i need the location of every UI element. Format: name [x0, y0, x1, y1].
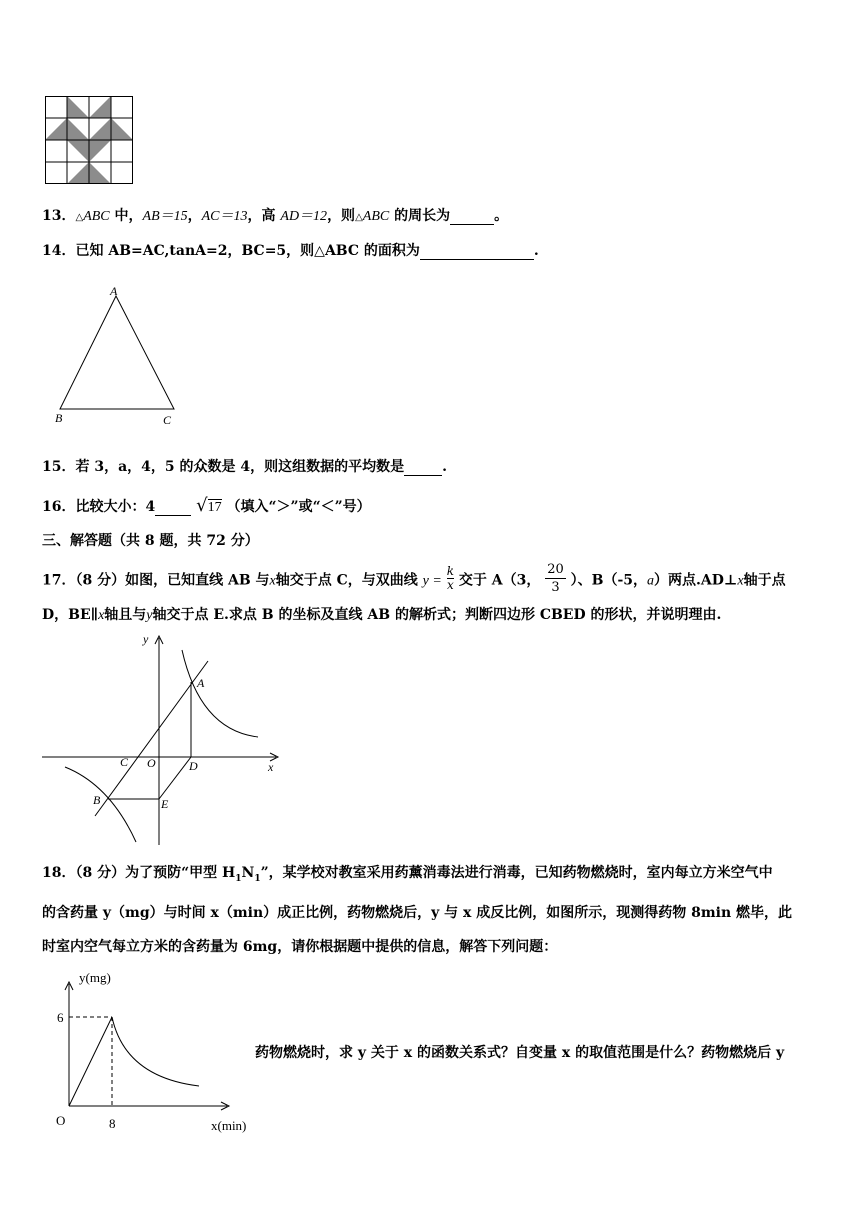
hyperbola-branch-1	[182, 650, 258, 737]
question-18-line-1: 18．（8 分）为了预防“甲型 $H_1N_1$”，某学校对教室采用药薰消毒法进行消毒，已知药物燃烧时，室内每立方米空气中	[42, 865, 773, 884]
y-axis-label: y(mg)	[79, 970, 111, 985]
sqrt-17: √17	[196, 495, 222, 516]
label-D: D	[189, 759, 198, 773]
question-14: 14．已知 AB=AC,tanA=2，BC=5，则△ABC 的面积为 .	[42, 243, 539, 259]
hyperbola-line-figure	[40, 630, 290, 850]
fraction-20-over-3: $\frac{20}{3}$	[547, 562, 564, 595]
concentration-graph	[45, 962, 265, 1137]
section-3-heading: 三、解答题（共 8 题，共 72 分）	[42, 533, 259, 549]
triangle-abc	[60, 296, 174, 409]
question-13: 13．△ABC 中，AB＝15，AC＝13，高 AD＝12，则△ABC 的周长为 。	[42, 208, 509, 224]
question-18-line-3: 时室内空气每立方米的含药量为 6mg，请你根据题中提供的信息，解答下列问题：	[42, 938, 558, 955]
question-15: 15．若 3，a，4，5 的众数是 4，则这组数据的平均数是 .	[42, 459, 448, 475]
question-16: 16．比较大小：4 √17 （填入“＞”或“＜”号）	[42, 495, 371, 516]
label-O: O	[147, 756, 156, 770]
label-B: B	[93, 793, 101, 807]
vertex-b-label: B	[55, 411, 63, 425]
label-E: E	[161, 797, 169, 811]
label-A: A	[197, 676, 205, 690]
question-18-side-text: 药物燃烧时，求 y 关于 x 的函数关系式？自变量 x 的取值范围是什么？药物燃烧后 y	[255, 1045, 785, 1061]
x-axis-label: x(min)	[211, 1118, 247, 1133]
label-x: x	[268, 760, 274, 774]
tick-6: 6	[57, 1010, 64, 1025]
origin-label: O	[56, 1113, 66, 1128]
fraction-k-over-x: $\frac{k}{x}$	[446, 564, 454, 592]
question-17-line-2: D，BE∥x轴且与y轴交于点 E.求点 B 的坐标及直线 AB 的解析式；判断四边形 CBED 的形状，并说明理由.	[42, 607, 722, 623]
hyperbola-branch-2	[65, 767, 136, 842]
inverse-curve	[112, 1017, 199, 1086]
label-C: C	[120, 755, 129, 769]
grid-pattern-figure	[45, 96, 133, 184]
linear-segment	[69, 1017, 112, 1106]
triangle-abc-figure	[50, 282, 190, 427]
question-17-line-1: 17．（8 分）如图，已知直线 AB 与x轴交于点 C，与双曲线 y = $\frac{k}{x}$ 交于 A（3， $\frac{20}{3}$ ）、B（-5，a）两点.AD⊥x轴于点	[42, 562, 786, 595]
tick-8: 8	[109, 1116, 116, 1131]
vertex-c-label: C	[163, 413, 172, 427]
question-18-line-2: 的含药量 y（mg）与时间 x（min）成正比例，药物燃烧后，y 与 x 成反比例，如图所示，现测得药物 8min 燃毕，此	[42, 904, 793, 921]
vertex-a-label: A	[110, 284, 118, 298]
question-18	[42, 856, 832, 964]
label-y: y	[143, 632, 149, 646]
segment-ed	[159, 757, 191, 799]
